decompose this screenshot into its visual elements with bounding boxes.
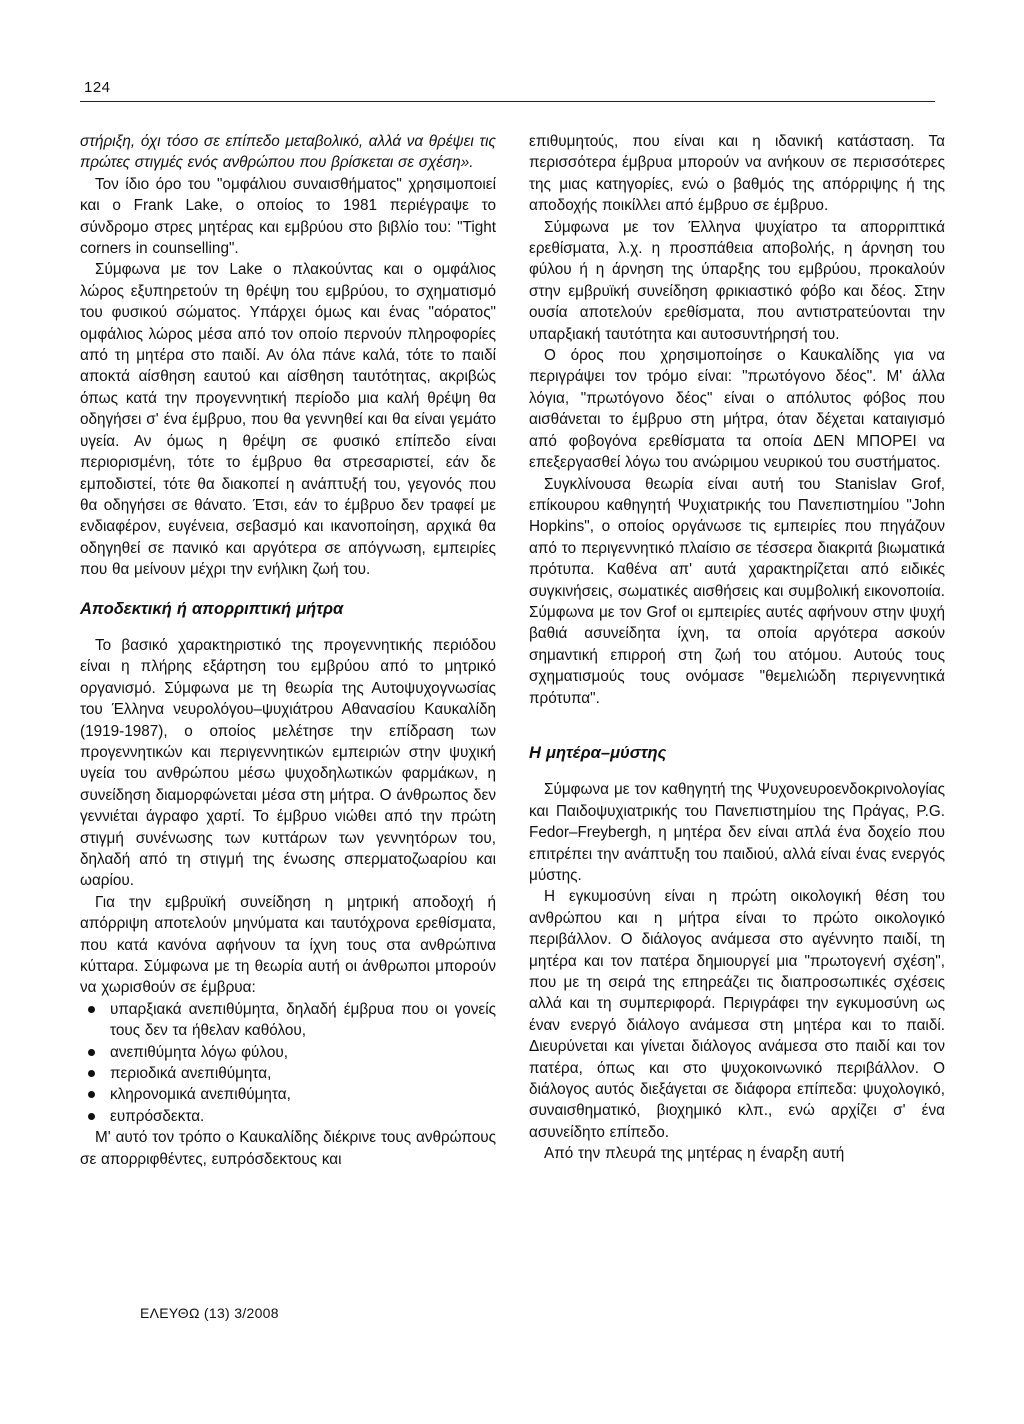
paragraph: Από την πλευρά της μητέρας η έναρξη αυτή [544, 1145, 845, 1163]
paragraph: Μ' αυτό τον τρόπο ο Καυκαλίδης διέκρινε τους ανθρώπους σε απορριφθέντες, ευπρόσδεκτους και [80, 1129, 496, 1168]
list-item [80, 999, 496, 1042]
footer-issue: ΕΛΕΥΘΩ (13) 3/2008 [140, 1305, 279, 1321]
header-rule [80, 101, 935, 102]
paragraph: Για την εμβρυϊκή συνείδηση η μητρική αποδοχή ή απόρριψη αποτελούν μηνύματα και ταυτόχρονα ερεθίσματα, που κατά κανόνα αφήνουν τα ίχνη τους στα ανθρώπινα κύτταρα. Σύμφωνα με τη θεωρία αυτή οι άνθρωποι μπορούν να χωρισθούν σε έμβρυα: [80, 893, 496, 997]
section-heading: Η μητέρα–μύστης [529, 743, 667, 762]
list-item-text: ευπρόσδεκτα. [110, 1107, 205, 1125]
list-item [80, 1084, 496, 1105]
list-item-text: υπαρξιακά ανεπιθύμητα, δηλαδή έμβρυα που οι γονείς τους δεν τα ήθελαν καθόλου, [110, 1000, 496, 1040]
right-column [529, 131, 945, 1165]
bullet-icon [88, 1070, 95, 1077]
paragraph: Σύμφωνα με τον Lake ο πλακούντας και ο ομφάλιος λώρος εξυπηρετούν τη θρέψη του εμβρύου, το σχηματισμό του φυσικού σώματος. Υπάρχει όμως και ένας "αόρατος" ομφάλιος λώρος μέσα από τον οποίο περνούν πληροφορίες από τη μητέρα στο παιδί. Αν όλα πάνε καλά, τότε το παιδί αποκτά αίσθηση εαυτού και αίσθηση ταυτότητας, ακριβώς όπως κατά την προγεννητική περίοδο μια καλή θρέψη θα οδηγήσει σ' ένα έμβρυο, που θα γεννηθεί και θα είναι γεμάτο υγεία. Αν όμως η θρέψη σε φυσικό επίπεδο είναι περιορισμένη, τότε το έμβρυο θα στρεσαριστεί, εάν δε εμποδιστεί, τότε θα διακοπεί η ανάπτυξή του, γεγονός που θα οδηγήσει σε θάνατο. Έτσι, εάν το έμβρυο δεν τραφεί με ενδιαφέρον, ευγένεια, σεβασμό και ικανοποίηση, αρχικά θα οδηγηθεί σε πανικό και αργότερα σε απόγνωση, εμπειρίες που θα μείνουν μέχρι την ενήλικη ζωή του. [80, 261, 496, 579]
list-item [80, 1042, 496, 1063]
paragraph: Η εγκυμοσύνη είναι η πρώτη οικολογική θέση του ανθρώπου και η μήτρα είναι το πρώτο οικολογικό περιβάλλον. Ο διάλογος ανάμεσα στο αγέννητο παιδί, τη μητέρα και τον πατέρα δημιουργεί μια "πρωτογενή σχέση", που με τη σειρά της επηρεάζει τις διαπροσωπικές σχέσεις αλλά και τη συμπεριφορά. Περιγράφει την εγκυμοσύνη ως έναν ενεργό διάλογο ανάμεσα στη μητέρα και το παιδί. Διευρύνεται και γίνεται διάλογος ανάμεσα στο παιδί και τον πατέρα, όπως και στο ψυχοκοινωνικό περιβάλλον. Ο διάλογος αυτός διεξάγεται σε διάφορα επίπεδα: ψυχολογικό, συναισθηματικό, βιοχημικό κλπ., ενώ αρχίζει σ' ένα ασυνείδητο επίπεδο. [529, 888, 945, 1141]
paragraph: Συγκλίνουσα θεωρία είναι αυτή του Stanislav Grof, επίκουρου καθηγητή Ψυχιατρικής του Πανεπιστημίου "John Hopkins", ο οποίος οργάνωσε τις εμπειρίες που πηγάζουν από το περιγεννητικό πλαίσιο σε τέσσερα διακριτά βιωματικά πρότυπα. Καθένα απ' αυτά χαρακτηρίζεται από ειδικές συγκινήσεις, σωματικές αισθήσεις και συμβολική εικονοποιία. Σύμφωνα με τον Grof οι εμπειρίες αυτές αφήνουν στην ψυχή βαθιά ασυνείδητα ίχνη, τα οποία αργότερα ασκούν σημαντική επιρροή στη ζωή του ατόμου. Αυτούς τους σχηματισμούς τους ονόμασε "θεμελιώδη περιγεννητικά πρότυπα". [529, 475, 945, 707]
bullet-list [80, 999, 496, 1127]
bullet-icon [88, 1049, 95, 1056]
paragraph: Σύμφωνα με τον καθηγητή της Ψυχονευροενδοκρινολογίας και Παιδοψυχιατρικής του Πανεπιστημίου της Πράγας, P.G. Fedor–Freybergh, η μητέρα δεν είναι απλά ένα δοχείο που επιτρέπει την ανάπτυξη του παιδιού, αλλά είναι ένας ενεργός μύστης. [529, 781, 945, 884]
bullet-icon [88, 1091, 95, 1098]
list-item [80, 1063, 496, 1084]
paragraph: Σύμφωνα με τον Έλληνα ψυχίατρο τα απορριπτικά ερεθίσματα, λ.χ. η προσπάθεια αποβολής, η άρνηση του φύλου ή η άρνηση της ύπαρξης του εμβρύου, προκαλούν στην εμβρυϊκή συνείδηση φρικιαστικό φόβο και δέος. Στην ουσία αποτελούν ερεθίσματα, που αντιστρατεύονται την υπαρξιακή ταυτότητα και αυτοσυντήρησή του. [529, 218, 945, 343]
list-item-text: κληρονομικά ανεπιθύμητα, [110, 1086, 291, 1104]
paragraph: Ο όρος που χρησιμοποίησε ο Καυκαλίδης για να περιγράψει τον τρόμο είναι: "πρωτόγονο δέος". Μ' άλλα λόγια, "πρωτόγονο δέος" είναι ο απόλυτος φόβος που αισθάνεται το έμβρυο στη μήτρα, όταν δέχεται καταιγισμό από φοβογόνα ερεθίσματα τα οποία ΔΕΝ ΜΠΟΡΕΙ να επεξεργασθεί λόγω του ανώριμου νευρικού του συστήματος. [529, 347, 945, 472]
bullet-icon [88, 1113, 95, 1120]
paragraph: στήριξη, όχι τόσο σε επίπεδο μεταβολικό, αλλά να θρέψει τις πρώτες στιγμές ενός ανθρώπου που βρίσκεται σε σχέση». [80, 133, 496, 172]
list-item-text: ανεπιθύμητα λόγω φύλου, [110, 1043, 288, 1061]
paragraph: επιθυμητούς, που είναι και η ιδανική κατάσταση. Τα περισσότερα έμβρυα μπορούν να ανήκουν σε περισσότερες της μιας κατηγορίες, ενώ ο βαθμός της απόρριψης ή της αποδοχής ποικίλλει από έμβρυο σε έμβρυο. [529, 133, 945, 215]
left-column [80, 131, 496, 1170]
paragraph: Το βασικό χαρακτηριστικό της προγεννητικής περιόδου είναι η πλήρης εξάρτηση του εμβρύου από το μητρικό οργανισμό. Σύμφωνα με τη θεωρία της Αυτοψυχογνωσίας του Έλληνα νευρολόγου–ψυχιάτρου Αθανασίου Καυκαλίδη (1919-1987), ο οποίος μελέτησε την επίδραση των προγεννητικών και περιγεννητικών εμπειριών στην ψυχική υγεία του ανθρώπου μέσω ψυχοδηλωτικών φαρμάκων, η συνείδηση διαμορφώνεται μέσα στη μήτρα. Ο άνθρωπος δεν γεννιέται άγραφο χαρτί. Το έμβρυο νιώθει από την πρώτη στιγμή συνένωσης των κυττάρων των γεννητόρων του, δηλαδή από τη στιγμή της ένωσης σπερματοζωαρίου και ωαρίου. [80, 636, 496, 890]
list-item-text: περιοδικά ανεπιθύμητα, [110, 1065, 272, 1083]
paragraph: Τον ίδιο όρο του "ομφάλιου συναισθήματος" χρησιμοποιεί και ο Frank Lake, ο οποίος το 1981 περιέγραψε το σύνδρομο στρες μητέρας και εμβρύου στο βιβλίο του: "Tight corners in counselling". [80, 175, 496, 258]
section-heading: Αποδεκτική ή απορριπτική μήτρα [80, 599, 344, 618]
list-item [80, 1106, 496, 1127]
page-number: 124 [84, 79, 111, 96]
bullet-icon [88, 1006, 95, 1013]
